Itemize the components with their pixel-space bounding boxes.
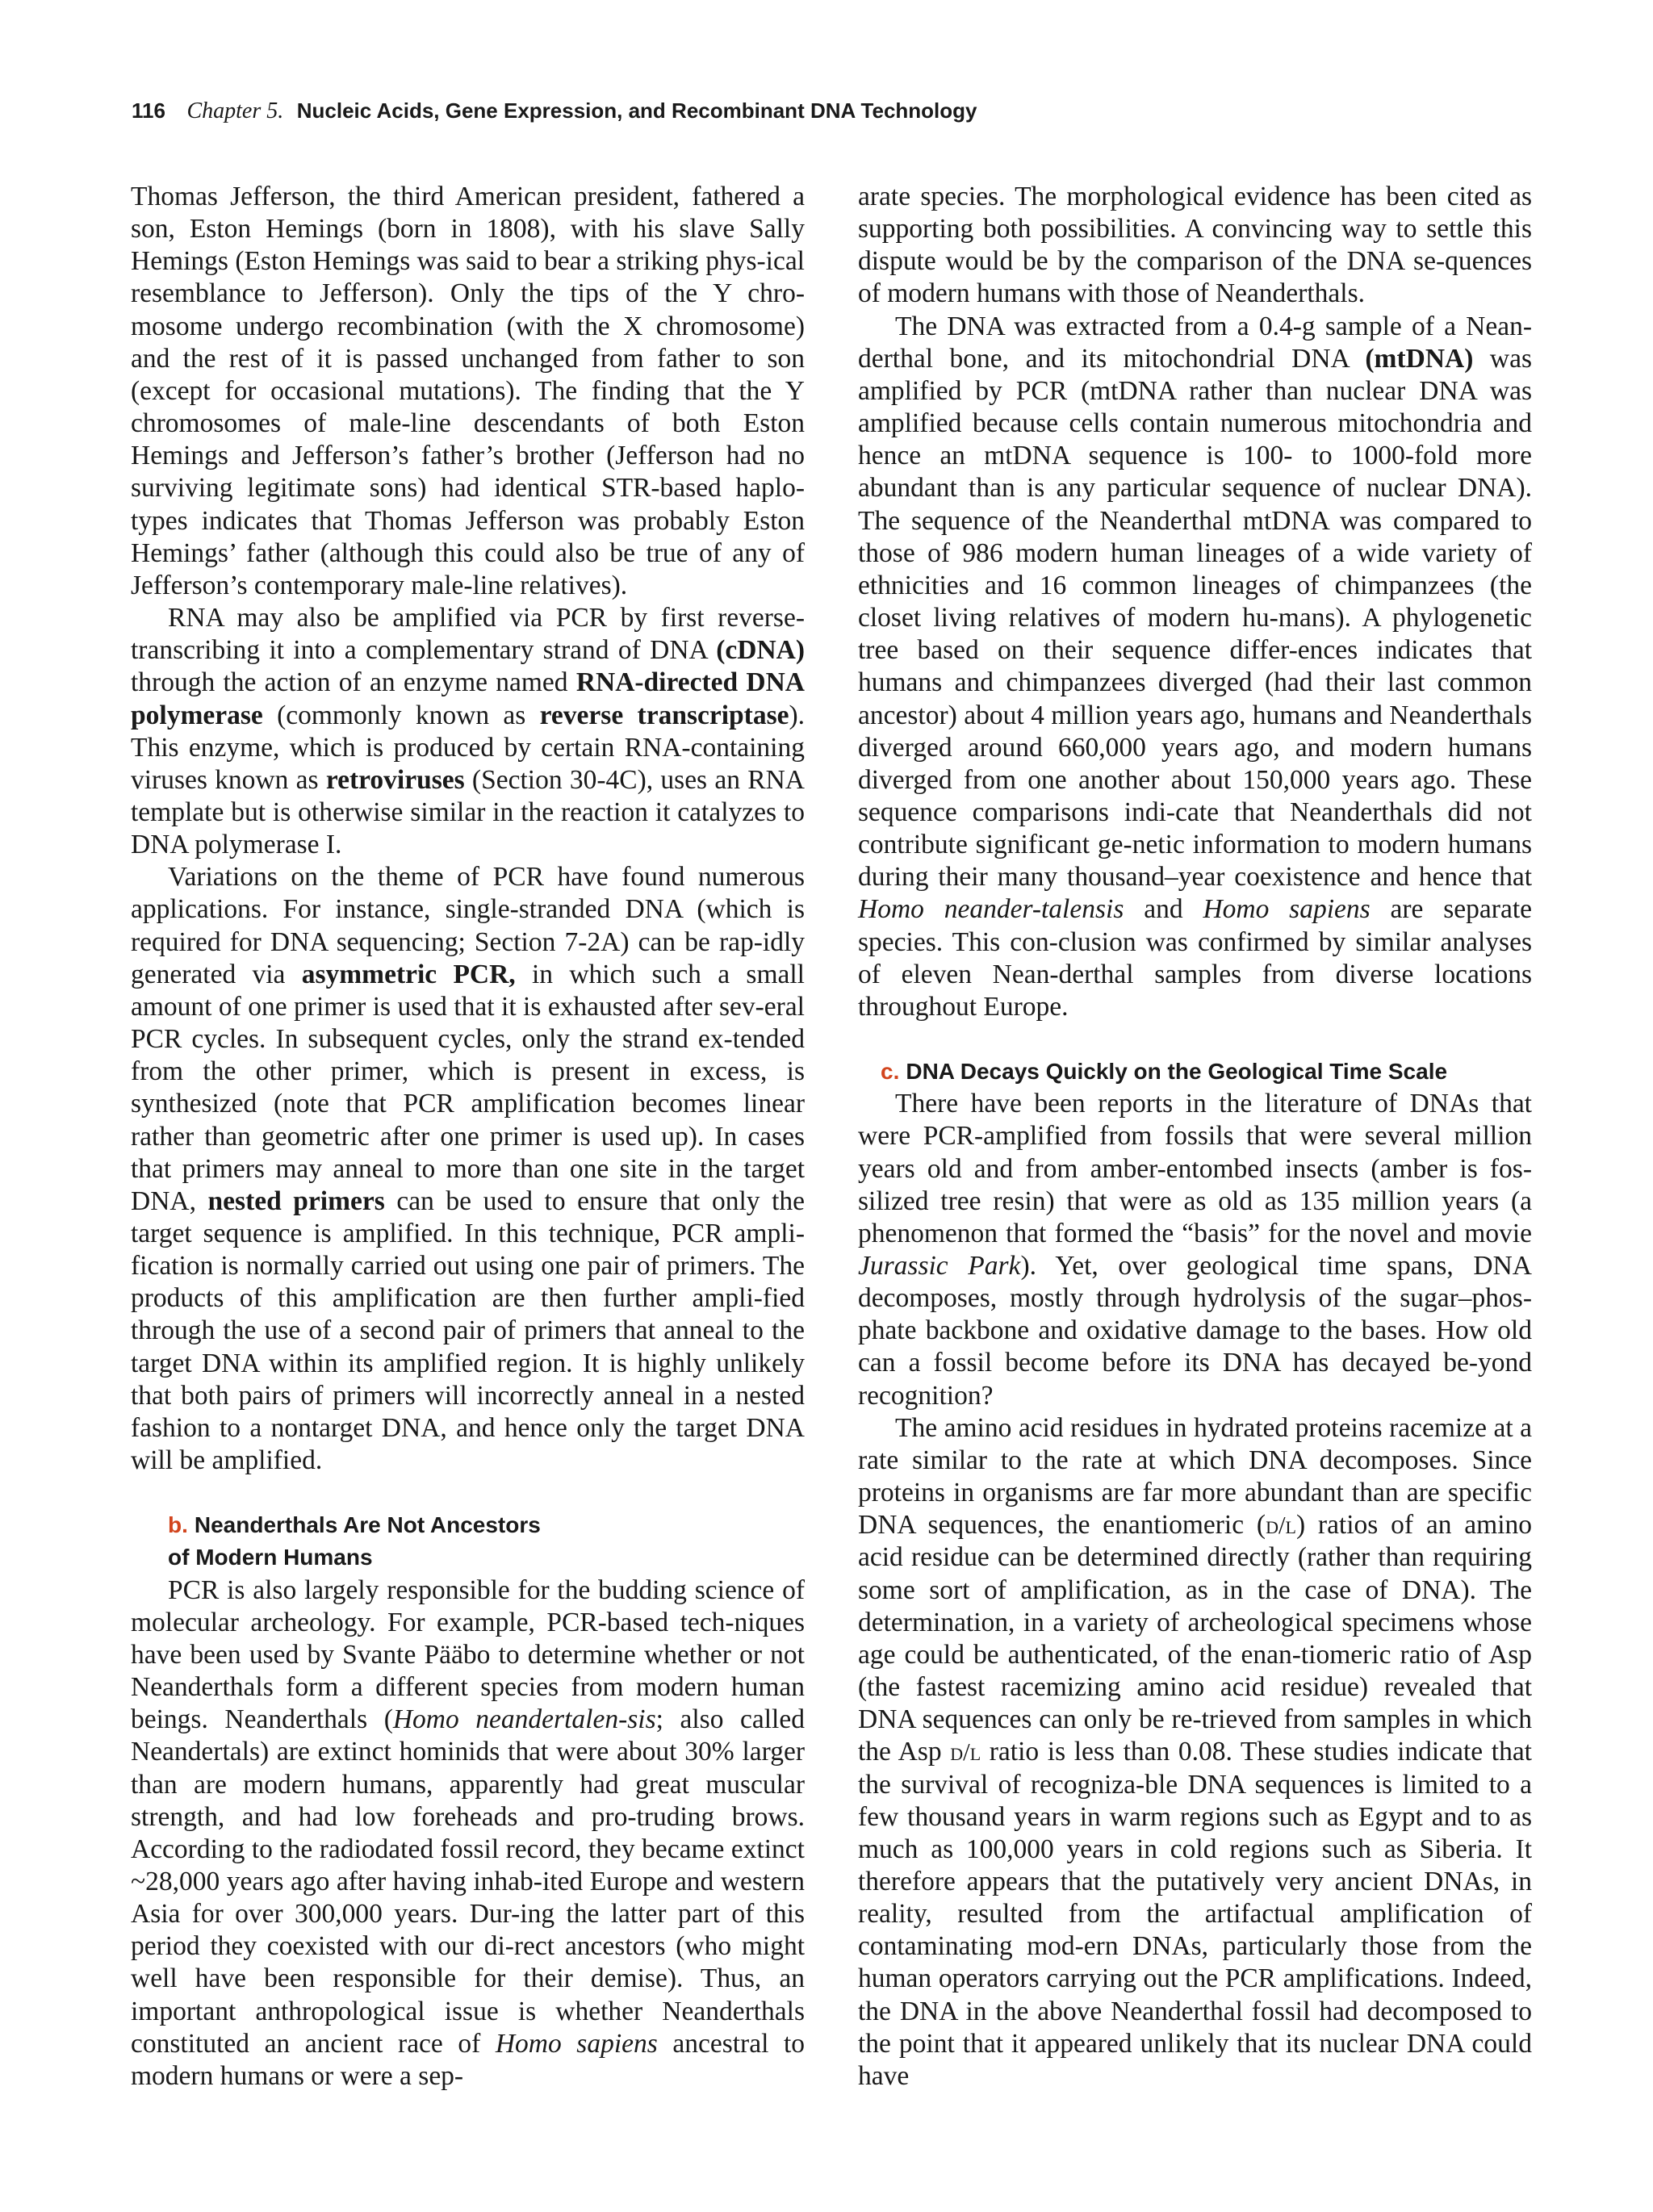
paragraph: Variations on the theme of PCR have found numerous applications. For instance, single-stranded DNA (which is required for DNA sequencing; Section 7-2A) can be rap-idly generated via asymmetric PCR, in which such a small amount of one primer is used that it is exhausted after sev-eral PCR cycles. In subsequent cycles, only the strand ex-tended from the other primer, which is present in excess, is synthesized (note that PCR amplification becomes linear rather than geometric after one primer is used up). In cases that primers may anneal to more than one site in the target DNA, nested primers can be used to ensure that only the target sequence is amplified. In this technique, PCR ampli-fication is normally carried out using one pair of primers. The products of this amplification are then further ampli-fied through the use of a second pair of primers that anneal to the target DNA within its amplified region. It is highly unlikely that both pairs of primers will incorrectly anneal in a nested fashion to a nontarget DNA, and hence only the target DNA will be amplified. (131, 862, 806, 1476)
species-name: Homo sapiens (1203, 894, 1371, 925)
key-term: asymmetric PCR, (301, 959, 516, 989)
right-column (858, 181, 1532, 2093)
page-number: 116 (132, 98, 165, 123)
dl-ratio-label: d/l (950, 1738, 981, 1767)
section-heading-b (131, 1509, 805, 1574)
key-term: reverse transcriptase (539, 700, 789, 730)
running-header (132, 98, 1536, 124)
key-term: RNA-directed DNA polymerase (131, 667, 805, 730)
dl-ratio-label: d/l (1266, 1512, 1296, 1540)
chapter-label: Chapter 5. (186, 98, 284, 123)
species-name: Homo neandertalen-sis (392, 1704, 656, 1735)
paragraph: Thomas Jefferson, the third American president, fathered a son, Eston Hemings (born in 1808), with his slave Sally Hemings (Eston Hemings was said to bear a striking phys-ical resemblance to Jefferson). Only the tips of the Y chro-mosome undergo recombination (with the X chromosome) and the rest of it is passed unchanged from father to son (except for occasional mutations). The finding that the Y chromosomes of male-line descendants of both Eston Hemings and Jefferson’s father’s brother (Jefferson had no surviving legitimate sons) had identical STR-based haplo-types indicates that Thomas Jefferson was probably Eston Hemings’ father (although this could also be true of any of Jefferson’s contemporary male-line relatives). (131, 182, 805, 600)
paragraph: There have been reports in the literature of DNAs that were PCR-amplified from fossils that were several million years old and from amber-entombed insects (amber is fos-silized tree resin) that were as old as 135 million years (a phenomenon that formed the “basis” for the novel and movie Jurassic Park). Yet, over geological time spans, DNA decomposes, mostly through hydrolysis of the sugar–phos-phate backbone and oxidative damage to the bases. How old can a fossil become before its DNA has decayed be-yond recognition? (858, 1089, 1533, 1411)
key-term: nested primers (207, 1185, 385, 1216)
section-title: DNA Decays Quickly on the Geological Time Scale (906, 1059, 1448, 1085)
paragraph: The DNA was extracted from a 0.4-g sample of a Nean-derthal bone, and its mitochondrial DNA (mtDNA) was amplified by PCR (mtDNA rather than nuclear DNA was amplified because cells contain numerous mitochondria and hence an mtDNA sequence is 100- to 1000-fold more abundant than is any particular sequence of nuclear DNA). The sequence of the Neanderthal mtDNA was compared to those of 986 modern human lineages of a wide variety of ethnicities and 16 common lineages of chimpanzees (the closet living relatives of modern hu-mans). A phylogenetic tree based on their sequence differ-ences indicates that humans and chimpanzees diverged (had their last common ancestor) about 4 million years ago, humans and Neanderthals diverged around 660,000 years ago, and modern humans diverged from one another about 150,000 years ago. These sequence comparisons indi-cate that Neanderthals did not contribute significant ge-netic information to modern humans during their many thousand–year coexistence and hence that Homo neander-talensis and Homo sapiens are separate species. This con-clusion was confirmed by similar analyses of eleven Nean-derthal samples from diverse locations throughout Europe. (858, 311, 1532, 1022)
chapter-title: Nucleic Acids, Gene Expression, and Recombinant DNA Technology (296, 98, 977, 123)
left-column (131, 181, 805, 2093)
paragraph: arate species. The morphological evidence has been cited as supporting both possibilities. A convincing way to settle this dispute would be by the comparison of the DNA se-quences of modern humans with those of Neanderthals. (858, 182, 1532, 309)
section-heading-c (858, 1056, 1532, 1088)
paragraph: The amino acid residues in hydrated proteins racemize at a rate similar to the rate at which DNA decomposes. Since proteins in organisms are far more abundant than are specific DNA sequences, the enantiomeric (d/l) ratios of an amino acid residue can be determined directly (rather than requiring some sort of amplification, as in the case of DNA). The determination, in a variety of archeological specimens whose age could be authenticated, of the enan-tiomeric ratio of Asp (the fastest racemizing amino acid residue) revealed that DNA sequences can only be re-trieved from samples in which the Asp d/l ratio is less than 0.08. These studies indicate that the survival of recogniza-ble DNA sequences is limited to a few thousand years in warm regions such as Egypt and to as much as 100,000 years in cold regions such as Siberia. It therefore appears that the putatively very ancient DNAs, in reality, resulted from the artifactual amplification of contaminating mod-ern DNAs, particularly those from the human operators carrying out the PCR amplifications. Indeed, the DNA in the above Neanderthal fossil had decomposed to the point that it appeared unlikely that its nuclear DNA could have (858, 1412, 1532, 2091)
key-term: (mtDNA) (1365, 343, 1474, 374)
section-title-line2: of Modern Humans (168, 1545, 373, 1570)
paragraph: RNA may also be amplified via PCR by first reverse-transcribing it into a complementary strand of DNA (cDNA) through the action of an enzyme named RNA-directed DNA polymerase (commonly known as reverse transcriptase). This enzyme, which is produced by certain RNA-containing viruses known as retroviruses (Section 30-4C), uses an RNA template but is otherwise similar in the reaction it catalyzes to DNA polymerase I. (131, 603, 806, 860)
species-name: Homo sapiens (495, 2028, 658, 2059)
species-name: Homo neander-talensis (858, 894, 1124, 925)
movie-title: Jurassic Park (858, 1251, 1021, 1281)
section-letter: b. (168, 1512, 188, 1538)
paragraph: PCR is also largely responsible for the budding science of molecular archeology. For example, PCR-based tech-niques have been used by Svante Pääbo to determine whether or not Neanderthals form a different species from modern human beings. Neanderthals (Homo neandertalen-sis; also called Neandertals) are extinct hominids that were about 30% larger than are modern humans, apparently had great muscular strength, and had low foreheads and pro-truding brows. According to the radiodated fossil record, they became extinct ~28,000 years ago after having inhab-ited Europe and western Asia for over 300,000 years. Dur-ing the latter part of this period they coexisted with our di-rect ancestors (who might well have been responsible for their demise). Thus, an important anthropological issue is whether Neanderthals constituted an ancient race of Homo sapiens ancestral to modern humans or were a sep- (131, 1574, 805, 2091)
key-term: (cDNA) (716, 635, 805, 666)
section-letter: c. (881, 1059, 900, 1085)
key-term: retroviruses (325, 764, 465, 795)
section-title-line1: Neanderthals Are Not Ancestors (194, 1512, 541, 1538)
